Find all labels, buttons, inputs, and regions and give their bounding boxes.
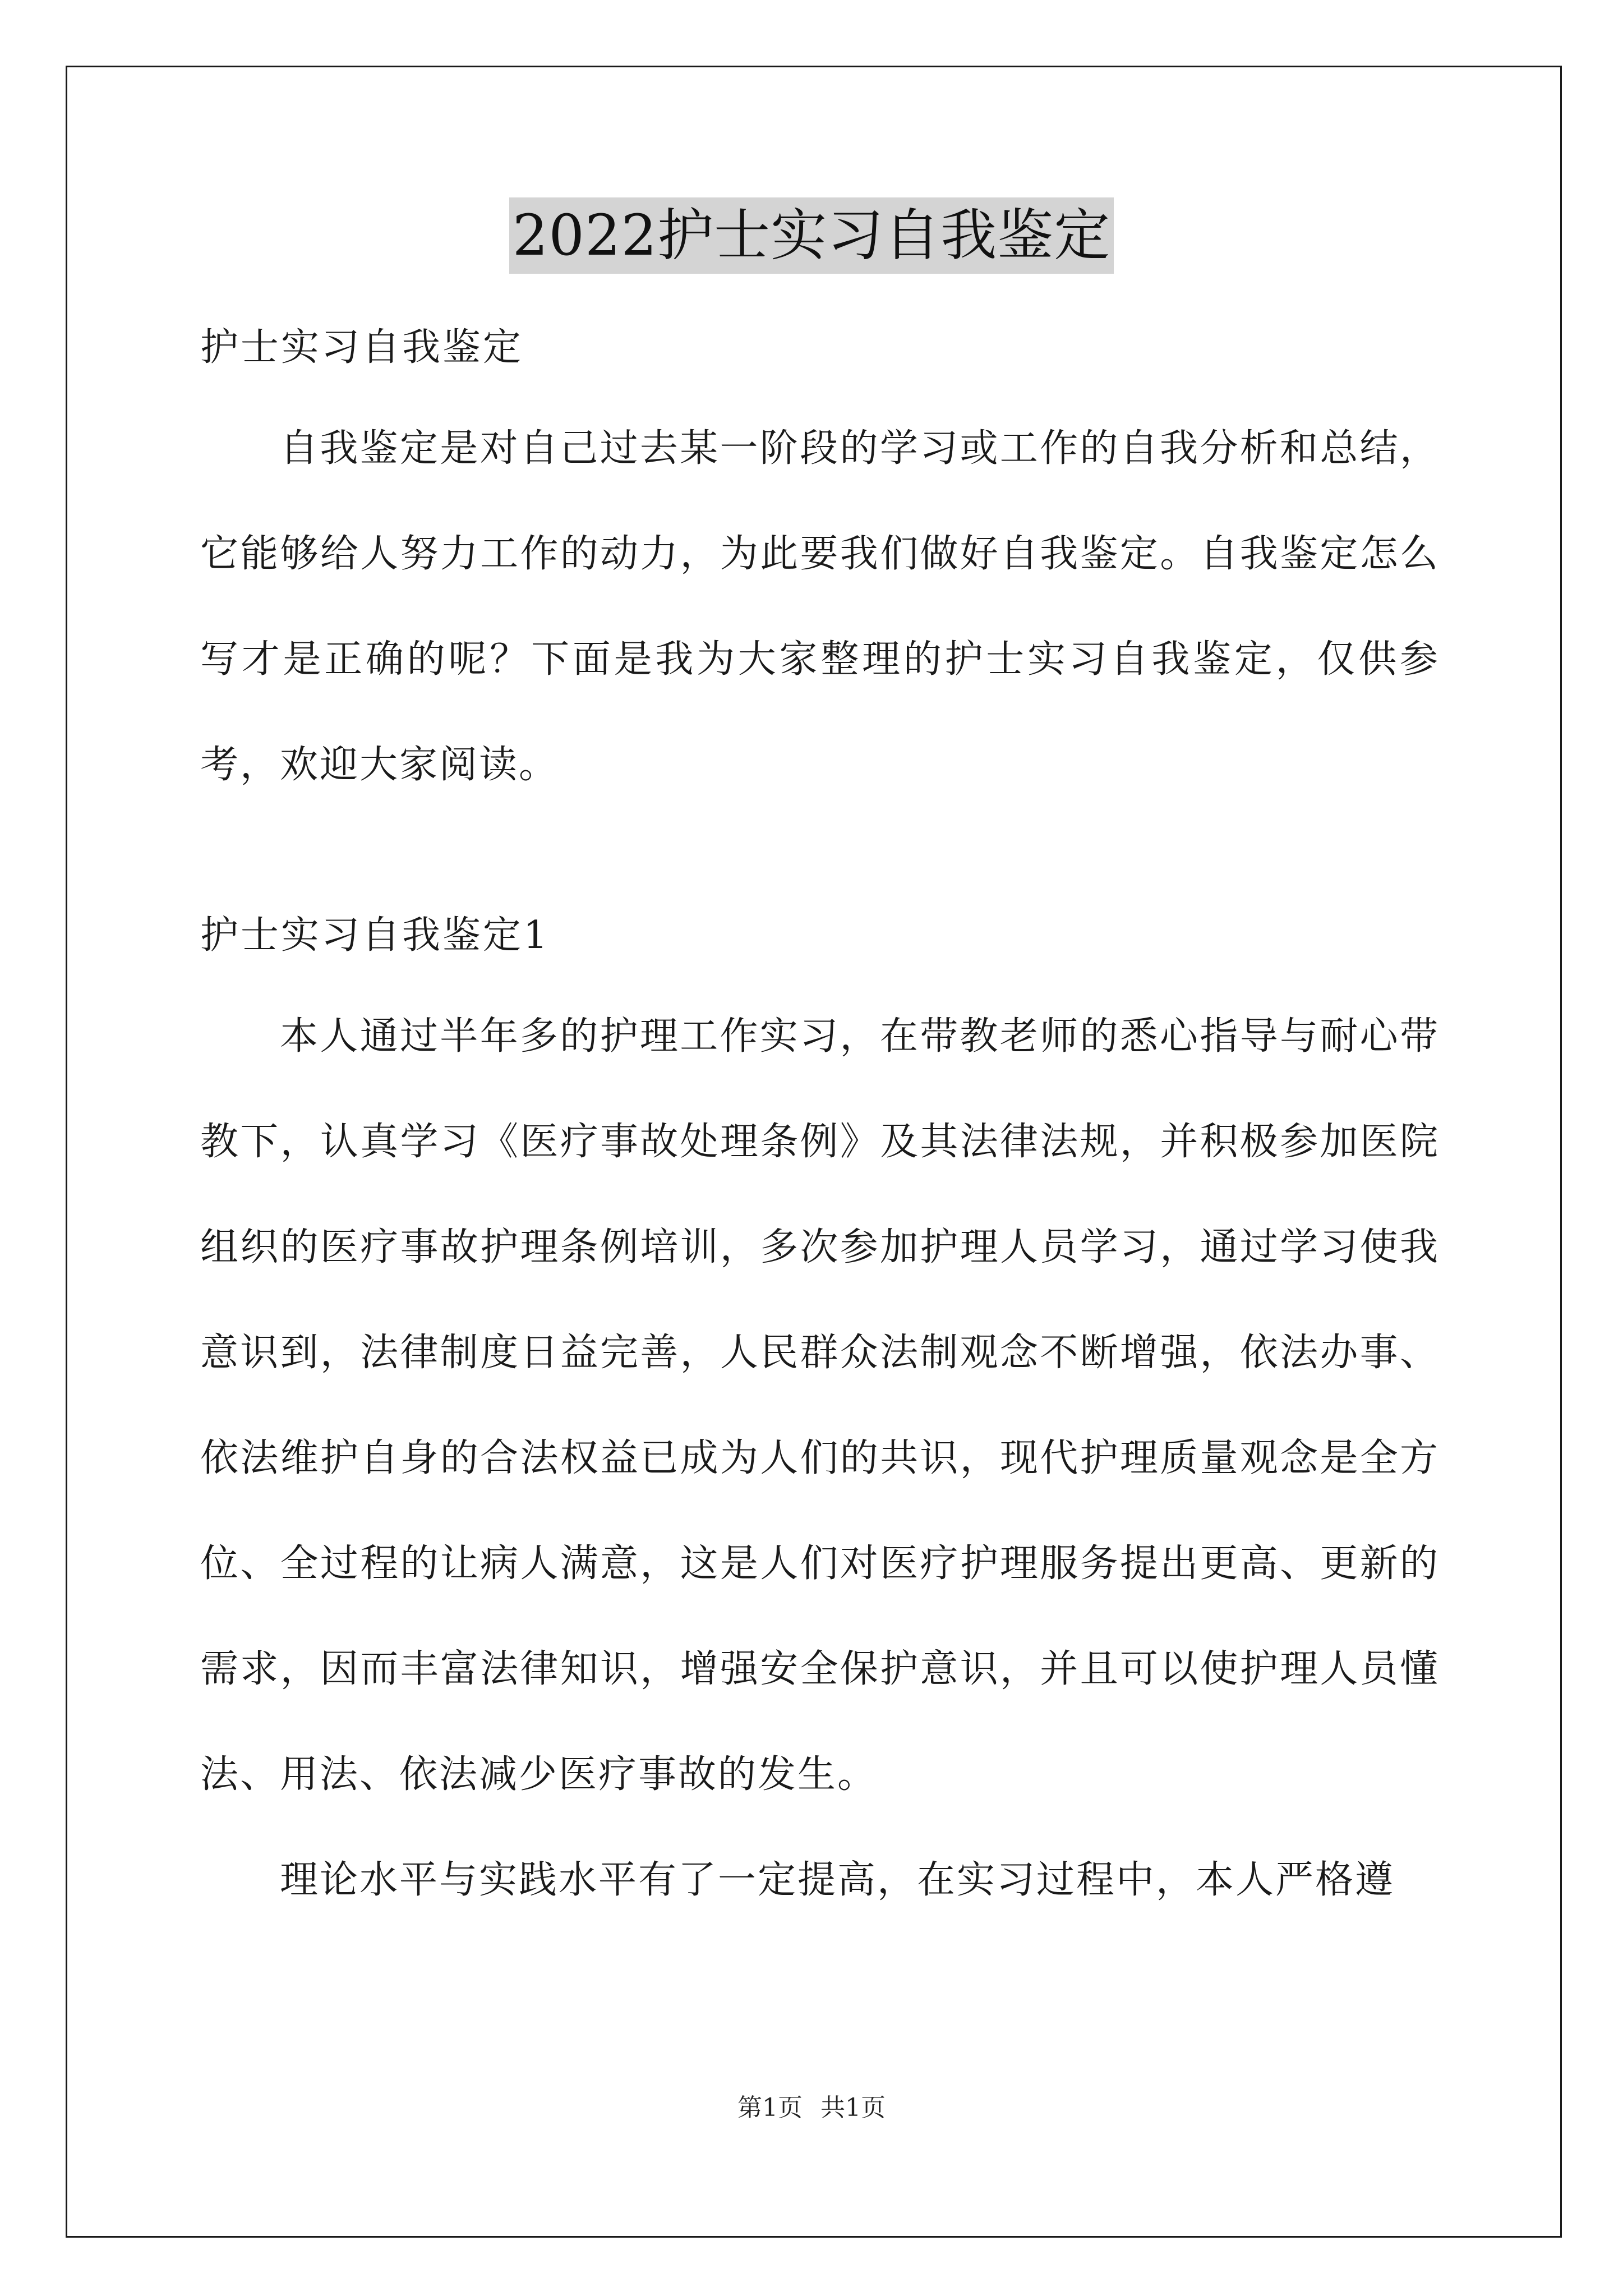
page-footer [0,2091,1623,2125]
document-title: 2022护士实习自我鉴定 [509,197,1114,274]
intro-paragraph: 自我鉴定是对自己过去某一阶段的学习或工作的自我分析和总结，它能够给人努力工作的动力，为此要我们做好自我鉴定。自我鉴定怎么写才是正确的呢？下面是我为大家整理的护士实习自我鉴定，仅供参考，欢迎大家阅读。 [200,426,1440,787]
document-body [200,314,1440,1933]
body-paragraph-continued: 理论水平与实践水平有了一定提高，在实习过程中，本人严格遵 [280,1858,1395,1902]
page-number: 第1页 [737,2093,803,2122]
section-heading: 护士实习自我鉴定 [200,325,524,370]
page-total: 共1页 [820,2093,886,2122]
subsection-heading: 护士实习自我鉴定1 [200,913,550,958]
body-paragraph: 本人通过半年多的护理工作实习，在带教老师的悉心指导与耐心带教下，认真学习《医疗事故处理条例》及其法律法规，并积极参加医院组织的医疗事故护理条例培训，多次参加护理人员学习，通过学习使我意识到，法律制度日益完善，人民群众法制观念不断增强，依法办事、依法维护自身的合法权益已成为人们的共识，现代护理质量观念是全方位、全过程的让病人满意，这是人们对医疗护理服务提出更高、更新的需求，因而丰富法律知识，增强安全保护意识，并且可以使护理人员懂法、用法、依法减少医疗事故的发生。 [200,1014,1440,1797]
title-container [0,197,1623,274]
